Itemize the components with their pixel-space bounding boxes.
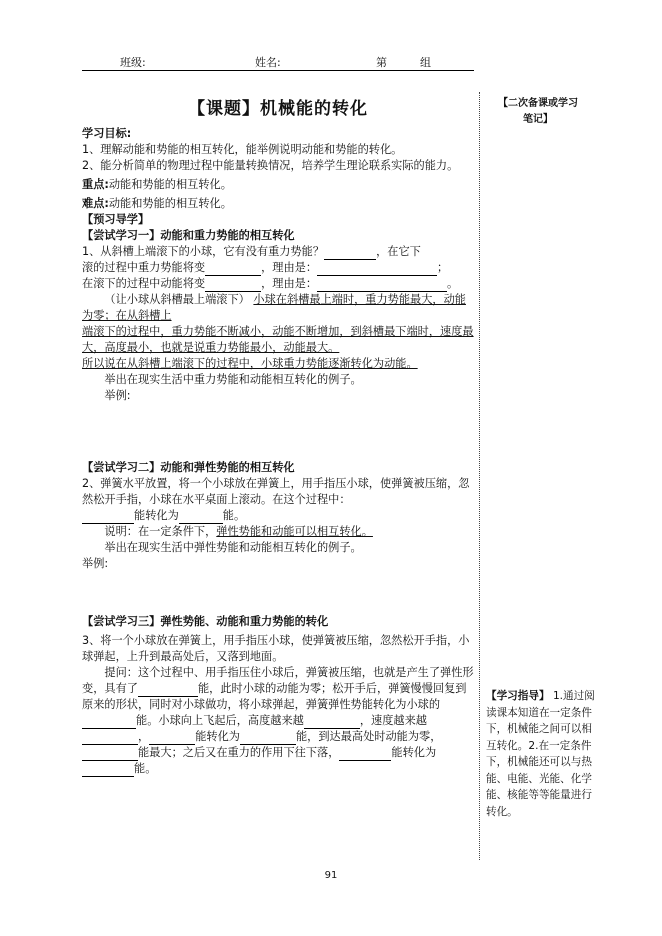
- difficulty-text: 动能和势能的相互转化。: [108, 197, 232, 210]
- example-prompt: 举出在现实生活中重力势能和动能相互转化的例子。: [104, 373, 362, 386]
- answer-blank[interactable]: [179, 511, 223, 524]
- page-number: 91: [324, 870, 338, 881]
- fill-text: 能转化为: [134, 509, 179, 522]
- goal-2: 2、能分析简单的物理过程中能量转换情况，培养学生理论联系实际的能力。: [82, 159, 459, 172]
- reason-label: ，理由是：: [261, 277, 318, 290]
- question-1-text: 1、从斜槽上端滚下的小球，它有没有重力势能？: [82, 245, 325, 258]
- group-suffix: 组: [420, 56, 431, 69]
- preview-heading: 【预习导学】: [82, 213, 150, 226]
- note-text: 弹性势能和动能可以相互转化。: [216, 525, 373, 538]
- answer-blank[interactable]: [82, 732, 138, 745]
- study-guide: [486, 688, 596, 820]
- question-text: 滚的过程中重力势能将变: [82, 261, 206, 274]
- answer-blank[interactable]: [304, 716, 360, 729]
- prompt-text: 能。: [134, 762, 157, 775]
- answer-blank[interactable]: [205, 263, 261, 276]
- column-divider: [479, 92, 480, 860]
- question-text: 在滚下的过程中动能将变: [82, 277, 206, 290]
- example-space[interactable]: [82, 404, 474, 460]
- difficulty: [82, 196, 474, 212]
- prompt-text: 能转化为: [195, 730, 240, 743]
- fill-text: 能。: [222, 509, 246, 522]
- answer-blank[interactable]: [82, 511, 134, 524]
- prompt-text: ，速度越来越: [359, 714, 427, 727]
- example-label: 举例:: [104, 389, 131, 402]
- main-content: [82, 126, 474, 777]
- punctuation: ；: [437, 261, 449, 274]
- answer-blank[interactable]: [317, 263, 437, 276]
- page-title: 【课题】机械能的转化: [188, 99, 368, 119]
- class-label: 班级:: [120, 56, 146, 69]
- answer-text-3: 所以说在从斜槽上端滚下的过程中，小球重力势能逐渐转化为动能。: [82, 357, 418, 370]
- reason-label: ，理由是：: [261, 261, 318, 274]
- key-text: 动能和势能的相互转化。: [108, 178, 232, 191]
- notes-title-line-2: 笔记】: [523, 114, 553, 125]
- prompt-text: 能，到达最高处时动能为零，: [295, 730, 442, 743]
- group-prefix: 第: [376, 56, 387, 69]
- answer-blank[interactable]: [149, 732, 195, 745]
- answer-blank[interactable]: [324, 247, 376, 260]
- answer-blank[interactable]: [339, 748, 391, 761]
- question-3: 3、将一个小球放在弹簧上，用手指压小球，使弹簧被压缩，忽然松开手指，小球弹起，上升到最高处后，又落到地面。: [82, 634, 470, 663]
- question-1-line-3: [82, 276, 474, 292]
- punctuation: 。: [447, 277, 459, 290]
- difficulty-label: 难点:: [82, 197, 109, 210]
- prompt-text: ，: [138, 730, 150, 743]
- answer-blank[interactable]: [82, 764, 134, 777]
- key-label: 重点:: [82, 178, 109, 191]
- question-2: 2、弹簧水平放置，将一个小球放在弹簧上，用手指压小球，使弹簧被压缩，忽然松开手指，小球在水平桌面上滚动。在这个过程中：: [82, 477, 470, 506]
- question-1-line-2: [82, 260, 474, 276]
- section-1-heading: 【尝试学习一】动能和重力势能的相互转化: [82, 229, 295, 242]
- answer-intro: （让小球从斜槽最上端滚下）: [104, 293, 250, 306]
- answer-paragraph: [82, 292, 474, 324]
- example-space-2[interactable]: [82, 572, 474, 614]
- prompt-text: 能最大；之后又在重力的作用下往下落，: [138, 746, 340, 759]
- answer-blank[interactable]: [240, 732, 296, 745]
- study-guide-title: 【学习指导】: [486, 690, 550, 702]
- prompt-text: 能，此时小球的动能为零；松开手后，弹簧慢慢回复到原来的形状，同时对小球做功，将小球弹起，弹簧弹性势能转化为小球的: [82, 682, 467, 711]
- header-rule: [82, 70, 474, 71]
- prompt-text: 能。小球向上飞起后，高度越来越: [136, 714, 304, 727]
- notes-column-title: [486, 96, 590, 128]
- example-prompt-2: 举出在现实生活中弹性势能和动能相互转化的例子。: [104, 541, 362, 554]
- answer-text-2: 端滚下的过程中，重力势能不断减小，动能不断增加，到斜槽最下端时，速度最大，高度最小，也就是说重力势能最小，动能最大。: [82, 325, 474, 354]
- key-point: [82, 177, 474, 193]
- answer-blank[interactable]: [82, 716, 136, 729]
- goal-1: 1、理解动能和势能的相互转化，能举例说明动能和势能的转化。: [82, 143, 403, 156]
- section-3-heading: 【尝试学习三】弹性势能、动能和重力势能的转化: [82, 615, 329, 628]
- note: [82, 524, 474, 540]
- name-label: 姓名:: [255, 56, 281, 69]
- answer-blank[interactable]: [138, 684, 198, 697]
- prompt-text: 提问：这个过程中、用手指压住小球后，弹簧被压缩，也就是产生了弹性形变，具有了: [82, 666, 474, 695]
- goals-heading: 学习目标:: [82, 127, 132, 140]
- answer-blank[interactable]: [317, 279, 447, 292]
- question-1-line: [82, 244, 474, 260]
- question-2-fill: [82, 508, 474, 524]
- note-label: 说明：在一定条件下，: [104, 525, 217, 538]
- example-label-2: 举例:: [82, 557, 109, 570]
- section-2-heading: 【尝试学习二】动能和弹性势能的相互转化: [82, 461, 295, 474]
- answer-text: 小球在斜槽最上端时，重力势能最大，动能为零；在从斜槽上: [82, 293, 466, 322]
- question-1-end: ，在它下: [376, 245, 421, 258]
- question-3-prompt: [82, 665, 474, 777]
- answer-blank[interactable]: [205, 279, 261, 292]
- prompt-text: 能转化为: [391, 746, 437, 759]
- answer-blank[interactable]: [82, 748, 138, 761]
- notes-title-line-1: 【二次备课或学习: [498, 98, 578, 109]
- study-guide-text: 1.通过阅读课本知道在一定条件下，机械能之间可以相互转化。2.在一定条件下，机械能还可以与热能、电能、光能、化学能、核能等等能量进行转化。: [486, 690, 595, 818]
